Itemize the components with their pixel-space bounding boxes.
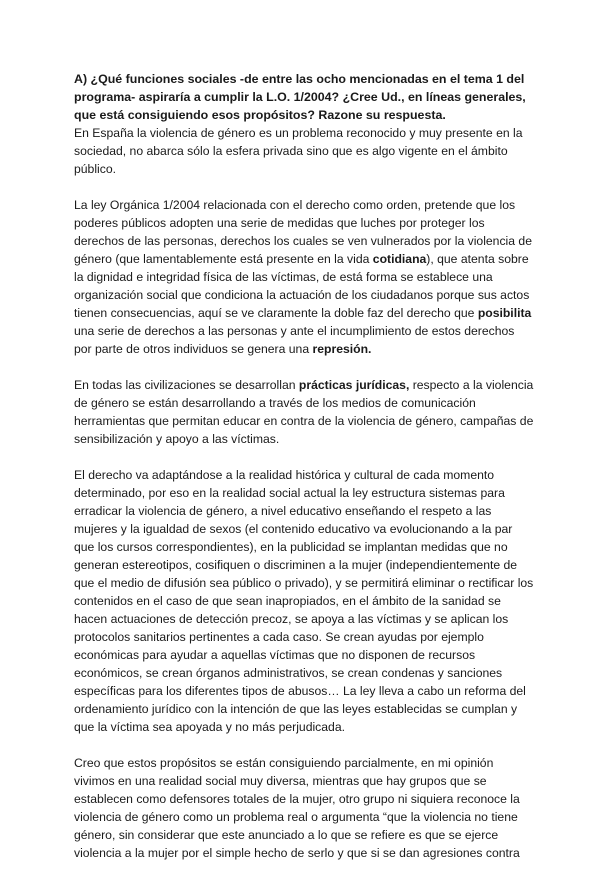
paragraph-2-text-d: una serie de derechos a las personas y ante el incumplimiento de estos derechos por parte de otros individuos se genera una (74, 324, 515, 356)
paragraph-3 (74, 376, 534, 448)
paragraph-3-text-c: respecto a la violencia de género se están desarrollando a través de los medios de comunicación herramientas que permitan educar en contra de la violencia de género, campañas de sensibilización y apoyo a las víctimas. (74, 378, 534, 446)
bold-posibilita: posibilita (477, 306, 532, 320)
bold-represion: represión. (312, 342, 372, 356)
question-heading: A) ¿Qué funciones sociales -de entre las ocho mencionadas en el tema 1 del programa- aspiraría a cumplir la L.O. 1/2004? ¿Cree Ud., en líneas generales, que está consiguiendo esos propósitos? Razone su respuesta. (74, 72, 526, 122)
paragraph-1: En España la violencia de género es un problema reconocido y muy presente en la sociedad, no abarca sólo la esfera privada sino que es algo vigente en el ámbito público. (74, 126, 523, 176)
paragraph-2-text-c: ), que atenta sobre la dignidad e integridad física de las víctimas, de está forma se establece una organización social que condiciona la actuación de los ciudadanos porque sus actos tienen consecuencias, aquí se ve claramente la doble faz del derecho que (74, 252, 530, 320)
paragraph-5: Creo que estos propósitos se están consiguiendo parcialmente, en mi opinión vivimos en una realidad social muy diversa, mientras que hay grupos que se establecen como defensores totales de la mujer, otro grupo ni siquiera reconoce la violencia de género como un problema real o argumenta “que la violencia no tiene género, sin considerar que este anunciado a lo que se refiere es que se ejerce violencia a la mujer por el simple hecho de serlo y que si se dan agresiones contra (74, 756, 520, 860)
paragraph-2 (74, 196, 534, 358)
paragraph-3-text-a: En todas las civilizaciones se desarrollan (74, 378, 299, 392)
bold-cotidiana: cotidiana (372, 252, 427, 266)
paragraph-2-text-a: La ley Orgánica 1/2004 relacionada con el derecho como orden, pretende que los poderes públicos adopten una serie de medidas que luches por proteger los derechos de las personas, derechos los cuales se ven vulnerados por la violencia de género (que lamentablemente está presente en la vida (74, 198, 532, 266)
document-page (74, 70, 534, 880)
paragraph-4: El derecho va adaptándose a la realidad histórica y cultural de cada momento determinado, por eso en la realidad social actual la ley estructura sistemas para erradicar la violencia de género, a nivel educativo enseñando el respeto a las mujeres y la igualdad de sexos (el contenido educativo va evolucionando a la par que los cursos correspondientes), en la publicidad se implantan medidas que no generan estereotipos, cosifiquen o discriminen a la mujer (independientemente de que el medio de difusión sea público o privado), y se permitirá eliminar o rectificar los contenidos en el caso de que sean inapropiados, en el ámbito de la sanidad se hacen actuaciones de detección precoz, se apoya a las víctimas y se aplican los protocolos sanitarios pertinentes a cada caso. Se crean ayudas por ejemplo económicas para ayudar a aquellas víctimas que no disponen de recursos económicos, se crean órganos administrativos, se crean condenas y sanciones específicas para los diferentes tipos de abusos… La ley lleva a cabo un reforma del ordenamiento jurídico con la intención de que las leyes establecidas se cumplan y que la víctima sea apoyada y no más perjudicada. (74, 468, 534, 734)
bold-practicas-juridicas: prácticas jurídicas, (298, 378, 410, 392)
